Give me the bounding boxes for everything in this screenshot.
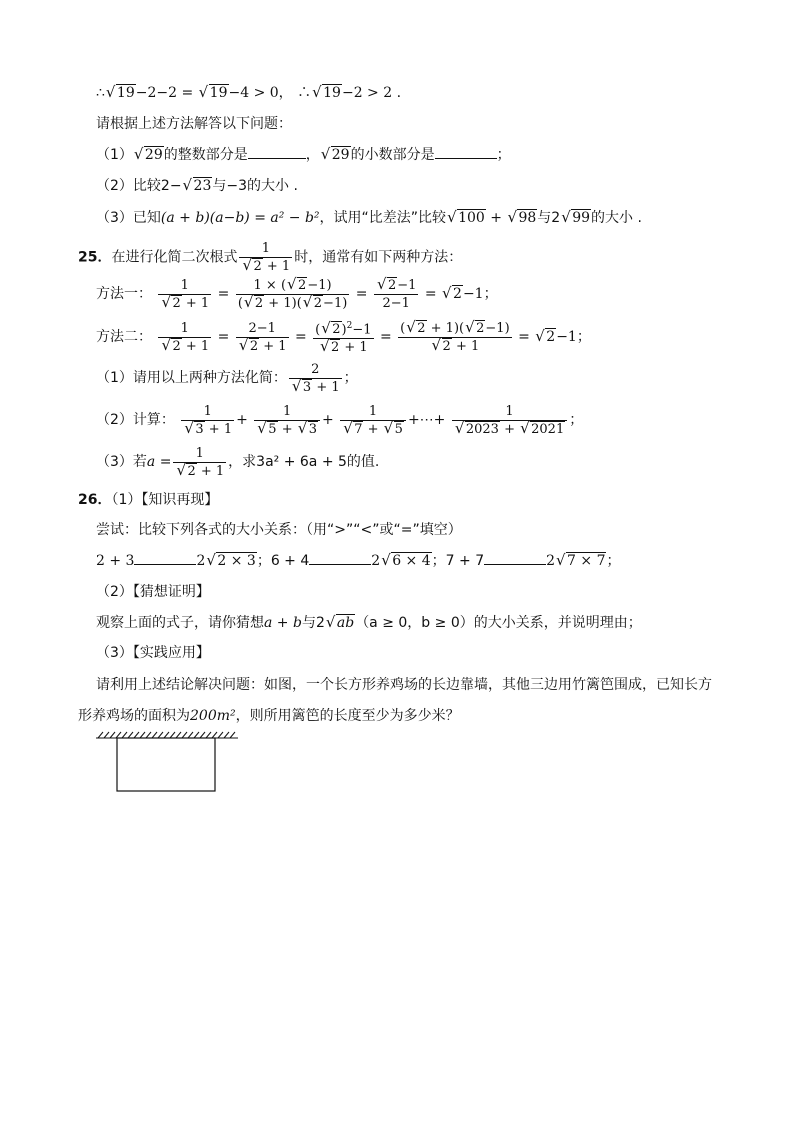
q25-part2: （2）计算： 1 √ 3 + 1 + 1 √ 5 + √ 3 + 1 √ 7 + √ 5 +⋯+ 1 √ 2023 + √ 2021 ； xyxy=(96,402,583,438)
q25-part3: （3）若a = 1 √ 2 + 1 ，求3a² + 6a + 5的值. xyxy=(96,444,379,480)
farm-rectangle xyxy=(117,738,215,791)
q25-intro: 25．在进行化简二次根式 1 √ 2 + 1 时，通常有如下两种方法： xyxy=(78,240,462,275)
chicken-farm-diagram xyxy=(92,728,242,796)
q24-part2: （2）比较2−√ 23与−3的大小 . xyxy=(96,176,298,196)
q26-heading3: （3）【实践应用】 xyxy=(96,645,210,661)
q26-heading2: （2）【猜想证明】 xyxy=(96,584,210,600)
q25-method2: 方法二： 1 √ 2 + 1 = 2−1 √ 2 + 1 = (√ 2)$^2$−1 √ 2 + 1 = (√ 2 + 1)(√ 2−1) √ 2 + 1 = √ 2−1； xyxy=(96,318,591,356)
wall-hatching xyxy=(96,732,238,738)
q26-heading1: 26．（1）【知识再现】 xyxy=(78,492,219,508)
instruction-line: 请根据上述方法解答以下问题： xyxy=(96,116,292,132)
q24-part1: （1）√ 29的整数部分是 ，√ 29的小数部分是 ； xyxy=(96,145,511,165)
q26-compare-line: 2 + 3 2√ 2 × 3；6 + 4 2√ 6 × 4；7 + 7 2√ 7 × 7； xyxy=(96,551,620,571)
q25-method1: 方法一： 1 √ 2 + 1 = $\frac{1 \times (√ 2-1)}{(√ 2 + 1)(√ 2-1)}$ = √ $\frac{2-1}{2-1}$ = √ 2−1； xyxy=(96,276,498,312)
q25-part1: （1）请用以上两种方法化简： 2 √ 3 + 1 ； xyxy=(96,360,358,396)
q26-guess: 观察上面的式子，请你猜想a + b与2√ ab（a ≥ 0，b ≥ 0）的大小关系，并说明理由； xyxy=(96,613,642,633)
q26-problem-line1: 请利用上述结论解决问题：如图，一个长方形养鸡场的长边靠墙，其他三边用竹篱笆围成，已知长方 xyxy=(96,677,712,693)
q26-try: 尝试：比较下列各式的大小关系：（用“>”“<”或“=”填空） xyxy=(96,522,462,538)
q24-part3: （3）已知(a + b)(a−b) = a² − b²，试用“比差法”比较√ 100 + √ 98与2√ 99的大小 . xyxy=(96,208,642,228)
intro-line-1: ∴√ 19−2−2 = √ 19−4 > 0， ∴√ 19−2 > 2 . xyxy=(96,83,401,103)
q26-problem-line2: 形养鸡场的面积为200m²，则所用篱笆的长度至少为多少米？ xyxy=(78,708,460,724)
